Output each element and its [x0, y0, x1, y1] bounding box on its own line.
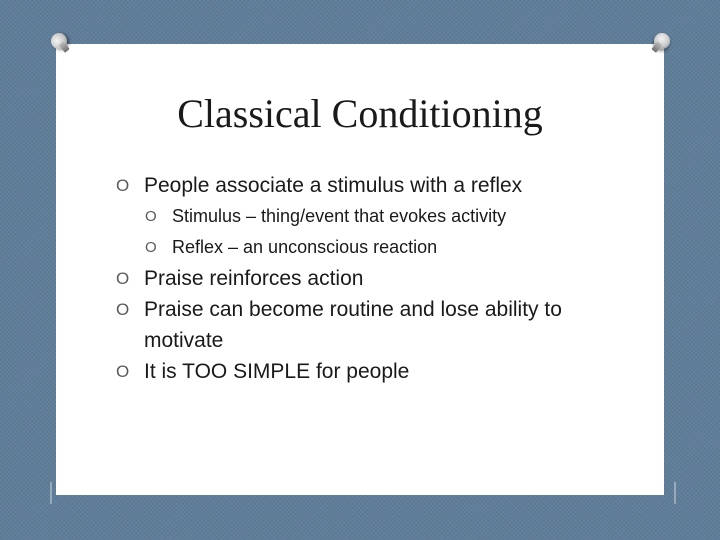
bullet-text: Stimulus – thing/event that evokes activity: [172, 206, 507, 226]
slide-title: Classical Conditioning: [177, 91, 543, 136]
bullet-marker: O: [145, 239, 157, 256]
bullet-text: Praise can become routine and lose ability to motivate: [144, 298, 562, 352]
bullet-marker: O: [116, 176, 130, 195]
bullet-marker: O: [116, 269, 130, 288]
bullet-text: Reflex – an unconscious reaction: [172, 237, 438, 257]
bullet-list: [116, 170, 636, 387]
bullet-marker: O: [116, 300, 130, 319]
bullet-marker: O: [116, 362, 130, 381]
sub-bullet-item: [145, 232, 636, 263]
bullet-item: [116, 263, 636, 294]
bullet-text: It is TOO SIMPLE for people: [144, 360, 410, 383]
bullet-item: [116, 170, 636, 201]
bullet-text: Praise reinforces action: [144, 267, 364, 290]
push-pin-icon: [48, 30, 71, 53]
corner-curl-right: [652, 474, 676, 505]
sub-bullet-item: [145, 201, 636, 232]
bullet-item: [116, 356, 636, 387]
push-pin-icon: [651, 30, 674, 53]
corner-curl-left: [50, 474, 74, 505]
bullet-text: People associate a stimulus with a reflex: [144, 174, 523, 197]
bullet-marker: O: [145, 208, 157, 225]
bullet-item: [116, 294, 636, 356]
